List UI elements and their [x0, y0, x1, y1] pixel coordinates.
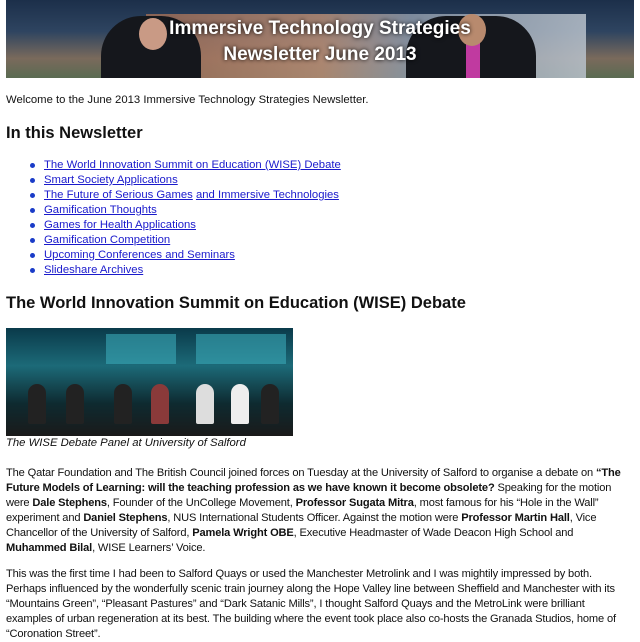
wise-heading: The World Innovation Summit on Education (WISE) Debate: [6, 294, 466, 312]
text: , Executive Headmaster of Wade Deacon High School and: [293, 527, 574, 539]
toc-item: [0, 203, 341, 218]
toc-list: [0, 158, 341, 278]
text: , Founder of the UnCollege Movement,: [106, 497, 296, 509]
toc-item: [0, 173, 341, 188]
toc-link-games-for-health[interactable]: Games for Health Applications: [44, 219, 196, 231]
newsletter-banner: [6, 0, 634, 78]
welcome-text: Welcome to the June 2013 Immersive Technology Strategies Newsletter.: [6, 94, 369, 106]
toc-item: [0, 248, 341, 263]
speaker-name: Daniel Stephens: [83, 512, 168, 524]
text: , WISE Learners’ Voice.: [92, 542, 206, 554]
toc-link-serious-games[interactable]: The Future of Serious Games: [44, 189, 193, 201]
speaker-name: Muhammed Bilal: [6, 542, 93, 554]
panelist: [114, 384, 132, 424]
photo-screen: [106, 334, 176, 364]
toc-item: [0, 233, 341, 248]
speaker-name: Dale Stephens: [32, 497, 107, 509]
toc-link-wise[interactable]: The World Innovation Summit on Education (WISE) Debate: [44, 159, 341, 171]
panelist: [231, 384, 249, 424]
photo-caption: The WISE Debate Panel at University of Salford: [6, 437, 246, 449]
text: The Qatar Foundation and The British Council joined forces on Tuesday at the University of Salford to organise a debate on: [6, 467, 597, 479]
panelist: [196, 384, 214, 424]
toc-item: [0, 263, 341, 278]
toc-item: [0, 188, 341, 203]
speaker-name: Pamela Wright OBE: [192, 527, 294, 539]
toc-link-slideshare[interactable]: Slideshare Archives: [44, 264, 144, 276]
toc-link-gamification-thoughts[interactable]: Gamification Thoughts: [44, 204, 157, 216]
wise-paragraph-2: This was the first time I had been to Salford Quays or used the Manchester Metrolink and I was mightily impressed by both. Perhaps influenced by the wonderfully scenic train journey along the Hope Valley line between Sheffield and Manchester with its “Mountains Green”, “Pleasant Pastures” and “Dark Satanic Mills”, I thought Salford Quays and the MetroLink were brilliant examples of urban regeneration at its best. The building where the event took place also co-hosts the Granada Studios, home of “Coronation Street”.: [6, 568, 616, 640]
text: , most famous for his “Hole in the Wall” experiment and: [6, 497, 599, 524]
toc-link-gamification-competition[interactable]: Gamification Competition: [44, 234, 171, 246]
panelist: [28, 384, 46, 424]
debate-motion: “The Future Models of Learning: will the teaching profession as we have known it become obsolete?: [6, 467, 621, 494]
toc-link-immersive-tech[interactable]: and Immersive Technologies: [195, 189, 339, 201]
photo-screen: [196, 334, 286, 364]
panelist: [151, 384, 169, 424]
toc-link-smart-society[interactable]: Smart Society Applications: [44, 174, 178, 186]
toc-heading: In this Newsletter: [6, 124, 143, 142]
toc-item: [0, 218, 341, 233]
wise-paragraph-1: [6, 466, 630, 556]
toc-link-conferences[interactable]: Upcoming Conferences and Seminars: [44, 249, 235, 261]
panelist: [66, 384, 84, 424]
toc-item: [0, 158, 341, 173]
text: , NUS International Students Officer. Against the motion were: [167, 512, 462, 524]
banner-title-line1: Immersive Technology Strategies: [169, 18, 471, 39]
speaker-name: Professor Martin Hall: [461, 512, 570, 524]
panelist: [261, 384, 279, 424]
banner-title-line2: Newsletter June 2013: [223, 44, 417, 65]
text: Speaking for the motion were: [6, 482, 612, 509]
text: , Vice Chancellor of the University of Salford,: [6, 512, 597, 539]
speaker-name: Professor Sugata Mitra: [295, 497, 414, 509]
wise-debate-photo: [6, 328, 293, 436]
